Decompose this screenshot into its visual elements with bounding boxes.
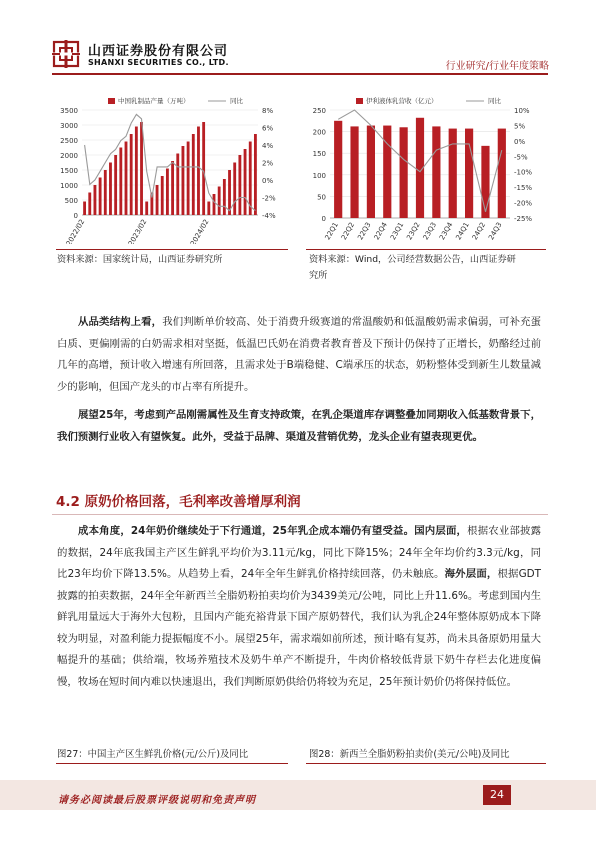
x-tick-label: 24Q3 [487,221,504,242]
x-tick-label: 23Q2 [405,221,422,242]
y-tick-left: 0 [73,212,78,220]
bar [367,126,375,218]
chart-dairy-output-svg [58,90,290,244]
company-name-cn: 山西证券股份有限公司 [88,44,229,59]
p3-lead: 成本角度，24年奶价继续处于下行通道，25年乳企成本端仍有望受益。国内层面， [78,525,468,537]
bar [182,146,185,215]
bar [166,169,169,216]
y-tick-right: -10% [514,168,533,177]
paragraph-cost [57,521,541,693]
footer-disclaimer: 请务必阅读最后股票评级说明和免责声明 [58,795,256,806]
bar [207,202,210,216]
section-divider [52,514,548,515]
y-tick-right: 8% [262,107,274,115]
figure-28-divider [306,763,546,764]
bar [187,142,190,216]
bar [498,129,506,218]
y-tick-right: 10% [514,107,530,115]
x-tick-label: 22Q3 [356,221,373,242]
y-tick-right: -15% [514,184,533,193]
y-tick-right: 2% [262,159,274,168]
y-tick-left: 100 [312,171,326,180]
bar [83,202,86,216]
bar [99,178,102,216]
bar [109,163,112,216]
y-tick-left: 50 [317,193,326,202]
bar [140,122,143,215]
figure-27-caption: 图27：中国主产区生鲜乳价格(元/公斤)及同比 [57,749,249,760]
page-number: 24 [483,785,511,805]
y-tick-left: 3500 [60,107,78,115]
bar [104,170,107,215]
x-tick-label: 2024/02 [189,218,211,244]
y-tick-right: -2% [262,194,276,203]
p1-lead: 从品类结构上看， [78,316,163,328]
y-tick-right: 4% [262,142,274,150]
legend-label-bar: 中国乳制品产量（万吨） [118,97,190,105]
bar [233,163,236,216]
y-tick-right: -4% [262,212,276,220]
bar [94,185,97,215]
x-tick-label: 23Q4 [438,221,455,242]
bar [176,154,179,216]
legend-label-bar: 伊利液体乳营收（亿元） [366,97,438,105]
source-right-line1: 资料来源：Wind，公司经营数据公告，山西证券研 [309,254,516,265]
x-tick-label: 22Q4 [372,221,390,242]
bar [244,149,247,215]
y-tick-right: 6% [262,124,274,133]
section-title: 4.2 原奶价格回落，毛利率改善增厚利润 [56,494,301,510]
x-tick-label: 24Q2 [470,221,488,242]
y-tick-left: 150 [312,150,326,159]
bar [114,155,117,215]
bar [156,185,159,215]
y-tick-left: 2000 [60,152,78,160]
p3-body-1: 根据农业部披露的数据，24年底我国主产区生鲜乳平均价为3.11元/kg，同比下降15%；24年全年均价约3.3元/kg，同比23年均价下降13.5%。从趋势上看，24年全年生鲜乳价格持续回落，仍未触底。 [57,525,541,580]
chart-dairy-output [58,90,290,244]
y-tick-left: 1000 [60,182,78,190]
figure-27-divider [56,763,288,764]
bar [125,142,128,216]
x-tick-label: 24Q1 [454,221,471,242]
source-divider-left [56,249,288,250]
y-tick-left: 1500 [60,167,78,175]
paragraph-outlook [57,405,541,448]
chart-yili-liquid-milk [306,90,546,244]
legend-label-line: 同比 [230,97,243,105]
y-tick-left: 3000 [60,122,78,130]
p3-body-2: 根据GDT披露的拍卖数据，24年全年新西兰全脂奶粉拍卖均价为3439美元/公吨，同比上升11.6%。考虑到国内生鲜乳用量远大于海外大包粉，且国内产能充裕背景下国产原奶替代，我们认为乳企24年整体原奶成本下降较为明显，对盈利能力提振幅度不小。展望25年，需求端如前所述，预计略有复苏，尚未具备原奶用量大幅提升的基础；供给端，牧场养殖技术及奶牛单产不断提升，牛肉价格较低背景下奶牛存栏去化进度偏慢，牧场在短时间内难以快速退出，我们判断原奶供给仍将较为充足，25年预计奶价仍将保持低位。 [57,568,541,688]
company-name-en: SHANXI SECURITIES CO., LTD. [88,58,229,67]
company-logo-icon [52,40,80,68]
x-tick-label: 22Q1 [323,221,340,242]
chart-yili-liquid-milk-svg [306,90,546,244]
y-tick-left: 0 [321,215,326,223]
bar [350,126,358,218]
y-tick-left: 2500 [60,137,78,145]
bar [254,134,257,215]
bar [223,179,226,215]
x-tick-label: 22Q2 [339,221,357,242]
bar [119,148,122,216]
bar [171,161,174,215]
source-divider-right [306,249,546,250]
x-tick-label: 2023/02 [126,218,149,244]
bar [88,193,91,216]
y-tick-left: 200 [312,128,326,137]
bar [481,146,489,218]
y-tick-left: 500 [64,197,78,205]
y-tick-right: -25% [514,215,533,223]
y-tick-right: 0% [262,177,274,185]
bar [130,134,133,215]
y-tick-right: 5% [514,122,526,131]
bar [400,127,408,218]
y-tick-right: 0% [514,137,526,146]
figure-28-caption: 图28：新西兰全脂奶粉拍卖价(美元/公吨)及同比 [309,749,510,760]
x-tick-label: 2022/02 [64,218,87,244]
legend-label-line: 同比 [488,97,501,105]
bar [145,202,148,216]
header-divider [52,73,548,75]
bar [238,155,241,215]
bar [449,129,457,218]
x-tick-label: 23Q1 [389,221,406,242]
y-tick-left: 250 [312,107,326,115]
source-right-line2: 究所 [309,270,328,281]
bar [192,134,195,215]
y-tick-right: -20% [514,199,533,208]
bar [465,129,473,218]
bar [197,127,200,216]
bar [213,194,216,215]
p2-body: 展望25年，考虑到产品刚需属性及生育支持政策，在乳企渠道库存调整叠加同期收入低基数背景下，我们预测行业收入有望恢复。此外，受益于品牌、渠道及营销优势，龙头企业有望表现更优。 [57,409,541,443]
legend-swatch-bar [356,98,363,104]
bar [432,126,440,218]
x-tick-label: 23Q3 [421,221,439,242]
paragraph-category-structure [57,312,541,398]
bar [334,121,342,218]
y-tick-right: -5% [514,153,528,162]
report-type: 行业研究/行业年度策略 [445,61,549,72]
bar [135,127,138,216]
bar [202,122,205,215]
legend-swatch-bar [108,98,115,104]
p1-body: 我们判断单价较高、处于消费升级赛道的常温酸奶和低温酸奶需求偏弱，可补充蛋白质、更偏刚需的白奶需求相对坚挺，低温巴氏奶在消费者教育普及下预计仍保持了正增长，奶酪经过前几年的高增，预计收入增速有所回落，且需求处于B端稳健、C端承压的状态，奶粉整体受到新生儿数量减少的影响，但国产龙头的市占率有所提升。 [57,316,542,393]
bar [161,176,164,215]
source-right [309,252,547,284]
p3-lead-2: 海外层面， [444,568,498,580]
source-left: 资料来源：国家统计局，山西证券研究所 [57,254,223,265]
bar [218,187,221,216]
bar [383,126,391,218]
